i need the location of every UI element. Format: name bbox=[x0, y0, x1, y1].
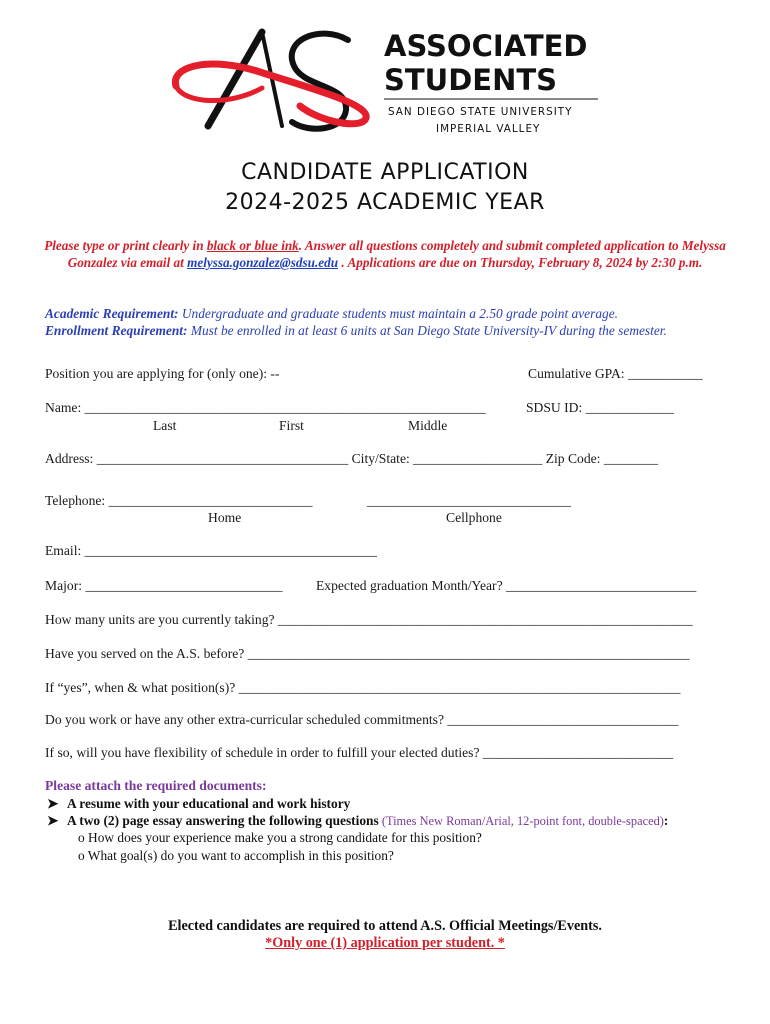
logo-line2: STUDENTS bbox=[384, 63, 558, 97]
email-link[interactable]: melyssa.gonzalez@sdsu.edu bbox=[187, 255, 339, 270]
telephone-cell-field[interactable]: ______________________________ bbox=[367, 493, 571, 508]
page-subtitle: 2024-2025 ACADEMIC YEAR bbox=[225, 190, 545, 215]
bullet-resume: ➤ A resume with your educational and work history bbox=[47, 796, 351, 811]
footer-meetings: Elected candidates are required to attend A.S. Official Meetings/Events. bbox=[168, 918, 602, 934]
logo-line1: ASSOCIATED bbox=[384, 29, 588, 63]
logo-line3: SAN DIEGO STATE UNIVERSITY bbox=[388, 106, 573, 118]
name-last-label: Last bbox=[153, 418, 177, 433]
served-field[interactable]: Have you served on the A.S. before? _________________________________________________________________ bbox=[45, 646, 690, 661]
major-field[interactable]: Major: _____________________________ bbox=[45, 578, 283, 593]
bullet-essay: ➤ A two (2) page essay answering the following questions (Times New Roman/Arial, 12-point font, double-spaced): bbox=[47, 813, 669, 828]
address-field[interactable]: Address: _____________________________________ City/State: ___________________ Zip Code: ________ bbox=[45, 451, 659, 466]
name-first-label: First bbox=[279, 418, 304, 433]
name-field[interactable]: Name: ___________________________________________________________ bbox=[45, 400, 486, 415]
cellphone-label: Cellphone bbox=[446, 510, 502, 525]
logo-line4: IMPERIAL VALLEY bbox=[436, 123, 541, 135]
academic-requirement: Academic Requirement: Undergraduate and graduate students must maintain a 2.50 grade point average. bbox=[45, 306, 619, 321]
name-middle-label: Middle bbox=[408, 418, 448, 433]
page-title: CANDIDATE APPLICATION bbox=[241, 160, 529, 185]
associated-students-logo bbox=[170, 26, 610, 138]
gpa-field[interactable]: Cumulative GPA: ___________ bbox=[528, 366, 703, 381]
telephone-home-field[interactable]: Telephone: ______________________________ bbox=[45, 493, 313, 508]
instructions: Please type or print clearly in black or blue ink. Answer all questions completely and submit completed application to Melyssa Gonzalez via email at melyssa.gonzalez@sdsu.edu . Applications are due on Thursday, February 8, 2024 by 2:30 p.m. bbox=[44, 238, 726, 270]
commitments-field[interactable]: Do you work or have any other extra-curricular scheduled commitments? __________________________________ bbox=[45, 712, 679, 727]
units-field[interactable]: How many units are you currently taking? _____________________________________________________________ bbox=[45, 612, 693, 627]
position-field[interactable]: Position you are applying for (only one): -- bbox=[45, 366, 280, 381]
as-monogram-icon bbox=[175, 32, 366, 129]
if-yes-field[interactable]: If “yes”, when & what position(s)? _________________________________________________________________ bbox=[45, 680, 681, 695]
home-label: Home bbox=[208, 510, 242, 525]
attach-heading: Please attach the required documents: bbox=[45, 778, 267, 793]
essay-question-1: o How does your experience make you a strong candidate for this position? bbox=[78, 830, 482, 845]
arrow-bullet-icon: ➤ bbox=[47, 813, 59, 828]
flexibility-field[interactable]: If so, will you have flexibility of schedule in order to fulfill your elected duties? ____________________________ bbox=[45, 745, 674, 760]
email-field[interactable]: Email: ___________________________________________ bbox=[45, 543, 377, 558]
arrow-bullet-icon: ➤ bbox=[47, 796, 59, 811]
footer-one-application: *Only one (1) application per student. * bbox=[265, 935, 505, 951]
enrollment-requirement: Enrollment Requirement: Must be enrolled in at least 6 units at San Diego State University-IV during the semester. bbox=[45, 323, 667, 338]
graduation-field[interactable]: Expected graduation Month/Year? ____________________________ bbox=[316, 578, 697, 593]
ink-text: black or blue ink bbox=[206, 238, 299, 253]
essay-question-2: o What goal(s) do you want to accomplish in this position? bbox=[78, 848, 394, 863]
sdsu-id-field[interactable]: SDSU ID: _____________ bbox=[526, 400, 675, 415]
